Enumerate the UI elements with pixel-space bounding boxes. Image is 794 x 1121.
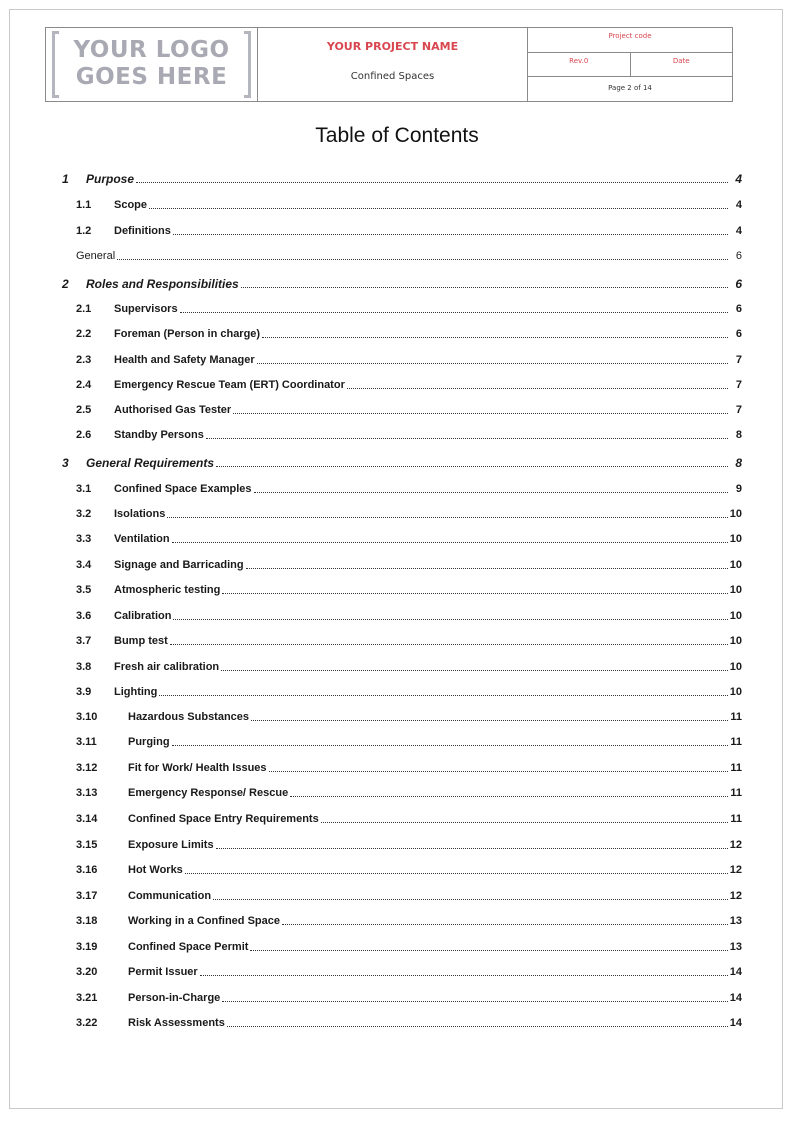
toc-dot-leader	[213, 899, 728, 900]
toc-entry-label: Supervisors	[114, 303, 178, 315]
toc-entry-label: General Requirements	[86, 456, 215, 470]
toc-entry[interactable]	[54, 963, 742, 979]
toc-entry-label: Hot Works	[128, 864, 183, 876]
toc-entry[interactable]	[54, 222, 742, 238]
toc-dot-leader	[282, 924, 728, 925]
toc-entry-page: 8	[735, 456, 742, 470]
toc-dot-leader	[246, 568, 728, 569]
toc-dot-leader	[173, 234, 728, 235]
toc-entry[interactable]	[54, 607, 742, 623]
toc-entry-page: 10	[729, 559, 742, 571]
toc-entry[interactable]	[54, 376, 742, 392]
toc-entry-label: Permit Issuer	[128, 966, 198, 978]
toc-dot-leader	[227, 1026, 728, 1027]
toc-entry-page: 6	[735, 250, 742, 262]
toc-entry-number: 3.8	[76, 661, 92, 673]
toc-entry-number: 2.3	[76, 354, 92, 366]
toc-entry[interactable]	[54, 810, 742, 826]
toc-entry-label: Purging	[128, 736, 170, 748]
toc-entry[interactable]	[54, 300, 742, 316]
meta-row-page	[528, 77, 732, 101]
toc-entry-page: 11	[730, 711, 742, 723]
toc-entry-page: 14	[729, 992, 742, 1004]
toc-entry-number: 1.1	[76, 199, 92, 211]
toc-entry-number: 3.13	[76, 787, 98, 799]
toc-entry[interactable]	[54, 632, 742, 648]
toc-entry-label: Bump test	[114, 635, 168, 647]
toc-entry[interactable]	[54, 275, 742, 291]
toc-entry[interactable]	[54, 505, 742, 521]
toc-entry[interactable]	[54, 683, 742, 699]
toc-entry-label: Authorised Gas Tester	[114, 404, 232, 416]
toc-dot-leader	[262, 337, 728, 338]
toc-entry-page: 10	[729, 635, 742, 647]
toc-entry[interactable]	[54, 556, 742, 572]
toc-entry-label: Calibration	[114, 610, 172, 622]
toc-entry-number: 3.16	[76, 864, 98, 876]
toc-entry-page: 14	[729, 966, 742, 978]
toc-entry[interactable]	[54, 938, 742, 954]
project-cell	[258, 28, 528, 101]
toc-entry-number: 2.4	[76, 379, 92, 391]
toc-entry-label: Lighting	[114, 686, 158, 698]
toc-entry-label: Confined Space Examples	[114, 483, 252, 495]
toc-entry-page: 10	[729, 508, 742, 520]
toc-dot-leader	[167, 517, 727, 518]
toc-entry-label: Fresh air calibration	[114, 661, 220, 673]
toc-entry-number: 3	[62, 456, 69, 470]
toc-entry[interactable]	[54, 912, 742, 928]
toc-entry-page: 6	[735, 328, 742, 340]
toc-entry-page: 10	[729, 610, 742, 622]
toc-entry-page: 10	[729, 533, 742, 545]
toc-entry-label: Purpose	[86, 172, 135, 186]
toc-dot-leader	[149, 208, 728, 209]
toc-entry[interactable]	[54, 401, 742, 417]
toc-entry[interactable]	[54, 351, 742, 367]
toc-entry[interactable]	[54, 196, 742, 212]
toc-entry-label: Scope	[114, 199, 148, 211]
toc-entry-number: 2.1	[76, 303, 92, 315]
toc-entry-label: Foreman (Person in charge)	[114, 328, 261, 340]
toc-entry[interactable]	[54, 480, 742, 496]
toc-entry-label: Communication	[128, 890, 212, 902]
toc-entry-label: Standby Persons	[114, 429, 204, 441]
toc-dot-leader	[180, 312, 728, 313]
toc-entry-label: Exposure Limits	[128, 839, 214, 851]
toc-entry[interactable]	[54, 530, 742, 546]
toc-entry-number: 3.12	[76, 762, 98, 774]
toc-entry-page: 14	[729, 1017, 742, 1029]
toc-entry-number: 1.2	[76, 225, 92, 237]
date-label: Date	[630, 53, 733, 77]
toc-entry-page: 4	[735, 225, 742, 237]
toc-entry-label: Isolations	[114, 508, 166, 520]
toc-entry-page: 12	[729, 839, 742, 851]
logo-text-line2: GOES HERE	[75, 64, 228, 90]
toc-dot-leader	[222, 1001, 727, 1002]
toc-entry-label: Health and Safety Manager	[114, 354, 255, 366]
toc-dot-leader	[233, 413, 728, 414]
toc-entry[interactable]	[54, 887, 742, 903]
toc-entry-page: 4	[735, 172, 742, 186]
toc-entry-label: Emergency Rescue Team (ERT) Coordinator	[114, 379, 345, 391]
toc-entry-number: 2.2	[76, 328, 92, 340]
toc-entry-number: 3.20	[76, 966, 98, 978]
toc-entry-page: 10	[729, 584, 742, 596]
toc-entry-label: Confined Space Entry Requirements	[128, 813, 319, 825]
toc-entry-number: 3.21	[76, 992, 98, 1004]
toc-entry-number: 2.6	[76, 429, 92, 441]
toc-title: Table of Contents	[315, 124, 479, 147]
toc-entry-label: Ventilation	[114, 533, 170, 545]
page-number-label: Page 2 of 14	[608, 84, 652, 93]
logo-bracket-right	[244, 31, 251, 98]
toc-entry-label: Fit for Work/ Health Issues	[128, 762, 267, 774]
toc-entry-label: Hazardous Substances	[128, 711, 250, 723]
toc-entry-number: 3.4	[76, 559, 92, 571]
toc-entry-number: 3.9	[76, 686, 92, 698]
toc-dot-leader	[172, 745, 728, 746]
toc-entry-page: 12	[729, 890, 742, 902]
revision-label: Rev.0	[569, 56, 589, 65]
toc-dot-leader	[136, 182, 728, 183]
toc-dot-leader	[241, 287, 728, 288]
toc-entry-page: 7	[735, 354, 742, 366]
toc-entry[interactable]	[54, 759, 742, 775]
toc-entry-page: 7	[735, 379, 742, 391]
toc-entry-page: 10	[729, 686, 742, 698]
toc-entry[interactable]	[54, 454, 742, 470]
toc-entry-number: 3.18	[76, 915, 98, 927]
toc-dot-leader	[254, 492, 728, 493]
toc-dot-leader	[173, 619, 727, 620]
toc-dot-leader	[257, 363, 728, 364]
toc-entry[interactable]	[54, 1014, 742, 1030]
toc-entry[interactable]	[54, 861, 742, 877]
toc-entry-number: 3.22	[76, 1017, 98, 1029]
toc-dot-leader	[290, 796, 728, 797]
toc-entry-page: 8	[735, 429, 742, 441]
meta-row-rev-date	[528, 53, 732, 78]
toc-entry[interactable]	[54, 658, 742, 674]
toc-entry-page: 11	[730, 787, 742, 799]
toc-dot-leader	[216, 466, 728, 467]
toc-dot-leader	[172, 542, 728, 543]
toc-dot-leader	[159, 695, 727, 696]
toc-entry-label: Risk Assessments	[128, 1017, 225, 1029]
toc-entry-number: 3.11	[76, 736, 97, 748]
toc-entry-page: 6	[735, 303, 742, 315]
toc-entry-number: 3.6	[76, 610, 92, 622]
toc-entry-number: 1	[62, 172, 69, 186]
toc-entry-number: 3.2	[76, 508, 92, 520]
toc-entry-page: 11	[730, 762, 742, 774]
toc-entry-number: 3.10	[76, 711, 98, 723]
toc-entry[interactable]	[54, 784, 742, 800]
toc-entry-label: Working in a Confined Space	[128, 915, 280, 927]
toc-entry[interactable]	[54, 989, 742, 1005]
logo-placeholder	[46, 28, 258, 101]
project-code-label: Project code	[608, 32, 652, 40]
toc-dot-leader	[206, 438, 728, 439]
toc-dot-leader	[216, 848, 728, 849]
toc-entry-label: Confined Space Permit	[128, 941, 249, 953]
document-subject: Confined Spaces	[350, 71, 435, 82]
toc-entry-label: Roles and Responsibilities	[86, 277, 239, 291]
toc-dot-leader	[185, 873, 728, 874]
toc-entry-number: 3.15	[76, 839, 98, 851]
toc-entry-number: 3.5	[76, 584, 92, 596]
toc-entry-label: Emergency Response/ Rescue	[128, 787, 289, 799]
toc-dot-leader	[321, 822, 728, 823]
toc-entry-label: Person-in-Charge	[128, 992, 221, 1004]
logo-text-line1: YOUR LOGO	[73, 37, 230, 63]
toc-entry[interactable]	[54, 325, 742, 341]
logo-bracket-left	[52, 31, 59, 98]
toc-entry-page: 6	[735, 277, 742, 291]
toc-entry[interactable]	[54, 426, 742, 442]
toc-dot-leader	[221, 670, 728, 671]
toc-entry-number: 3.17	[76, 890, 98, 902]
meta-row-project-code	[528, 28, 732, 53]
toc-dot-leader	[222, 593, 727, 594]
toc-entry-number: 3.14	[76, 813, 98, 825]
toc-entry-label: Definitions	[114, 225, 171, 237]
toc-dot-leader	[269, 771, 728, 772]
toc-entry-page: 13	[729, 915, 742, 927]
toc-entry-number: 3.19	[76, 941, 98, 953]
toc-entry-number: 2.5	[76, 404, 92, 416]
toc-entry-number: 2	[62, 277, 69, 291]
toc-entry-number: 3.7	[76, 635, 92, 647]
toc-entry[interactable]	[54, 170, 742, 186]
toc-dot-leader	[200, 975, 728, 976]
toc-entry-page: 11	[730, 736, 742, 748]
toc-entry-page: 9	[735, 483, 742, 495]
toc-entry[interactable]	[54, 733, 742, 749]
project-name: YOUR PROJECT NAME	[326, 40, 459, 53]
toc-entry-page: 11	[730, 813, 742, 825]
toc-dot-leader	[117, 259, 728, 260]
document-header	[45, 27, 733, 102]
toc-dot-leader	[170, 644, 728, 645]
toc-entry[interactable]	[54, 581, 742, 597]
toc-entry-page: 7	[735, 404, 742, 416]
toc-entry-label: Signage and Barricading	[114, 559, 244, 571]
toc-entry[interactable]	[54, 836, 742, 852]
toc-entry-page: 10	[729, 661, 742, 673]
toc-entry-number: 3.3	[76, 533, 92, 545]
toc-entry[interactable]	[54, 708, 742, 724]
toc-entry-label: General	[76, 250, 116, 262]
toc-dot-leader	[347, 388, 728, 389]
toc-dot-leader	[251, 720, 728, 721]
toc-dot-leader	[250, 950, 727, 951]
toc-entry-page: 13	[729, 941, 742, 953]
toc-entry-page: 4	[735, 199, 742, 211]
toc-entry-label: Atmospheric testing	[114, 584, 221, 596]
toc-entry-number: 3.1	[76, 483, 92, 495]
meta-cell	[528, 28, 732, 101]
toc-entry[interactable]	[54, 247, 742, 263]
toc-entry-page: 12	[729, 864, 742, 876]
